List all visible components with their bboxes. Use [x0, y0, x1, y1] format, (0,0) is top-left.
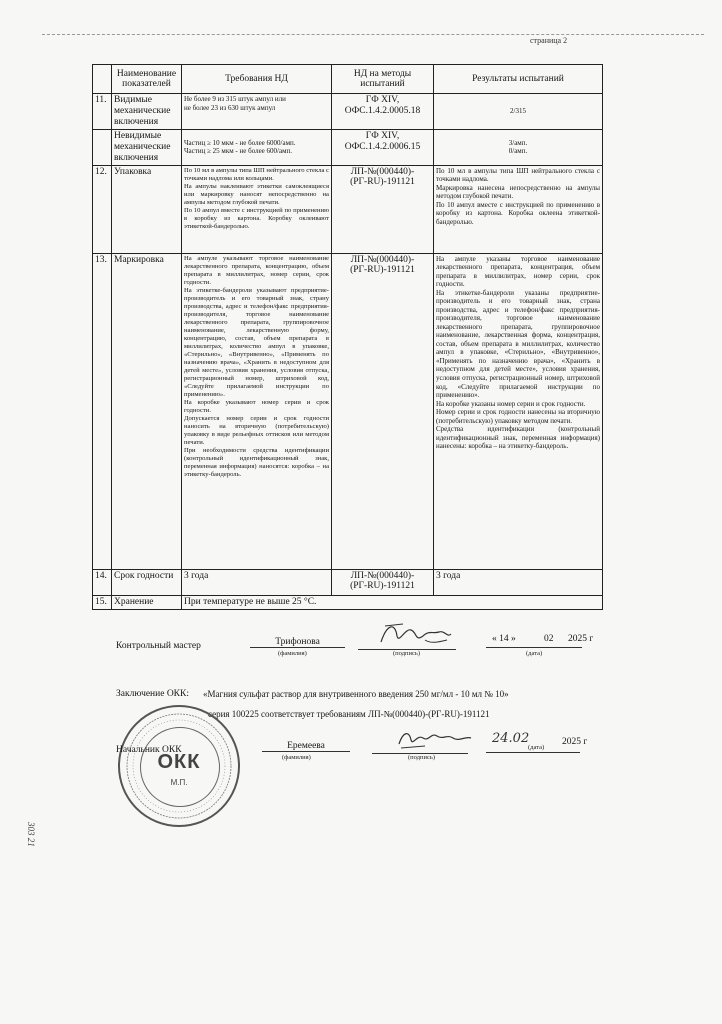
- row-name: Хранение: [112, 595, 182, 609]
- chief-date-caption: (дата): [528, 744, 545, 751]
- row-name: Упаковка: [112, 165, 182, 253]
- table-header-row: [93, 65, 603, 94]
- chief-name-caption: (фамилия): [282, 754, 311, 761]
- chief-date-year: 2025 г: [562, 737, 588, 747]
- row-name: Маркировка: [112, 253, 182, 569]
- row-requirements: Частиц ≥ 10 мкм - не более 6000/амп. Частиц ≥ 25 мкм - не более 600/амп.: [182, 129, 332, 165]
- row-method: ГФ XIV, ОФС.1.4.2.0005.18: [332, 94, 434, 130]
- row-num: [93, 129, 112, 165]
- row-num: 15.: [93, 595, 112, 609]
- okk-stamp: [118, 705, 240, 827]
- row-method: ЛП-№(000440)- (РГ-RU)-191121: [332, 253, 434, 569]
- chief-sign-caption: (подпись): [408, 754, 435, 761]
- page-top-line: [42, 34, 704, 35]
- row-num: 11.: [93, 94, 112, 130]
- control-date-month: 02: [544, 634, 554, 644]
- row-requirements: По 10 мл в ампулы типа ШП нейтрального стекла с точками надлома или кольцами. На ампулы наклеивают этикетки самоклеящиеся или маркировку наносят непосредственно на ампулы методом глубокой печати. По 10 ампул вместе с инструкцией по применению в коробку из картона. Коробку оклеивают этикеткой-бандеролью.: [182, 165, 332, 253]
- table-row: [93, 94, 603, 130]
- row-num: 12.: [93, 165, 112, 253]
- row-requirements: При температуре не выше 25 °С.: [182, 595, 603, 609]
- table-row: [93, 595, 603, 609]
- results-table: [92, 64, 603, 610]
- row-result: 3/амп. 0/амп.: [434, 129, 603, 165]
- table-row: [93, 129, 603, 165]
- chief-label: Начальник ОКК: [116, 745, 182, 755]
- header-num: [93, 65, 112, 94]
- row-result: 3 года: [434, 569, 603, 595]
- row-method: ГФ XIV, ОФС.1.4.2.0006.15: [332, 129, 434, 165]
- control-signature-image: [375, 618, 455, 652]
- chief-signature-image: [395, 724, 475, 754]
- row-result: На ампуле указаны торговое наименование лекарственного препарата, концентрация, объем препарата в миллилитрах, номер серии, срок годности. На этикетке-бандероли указаны предприятие-производитель и его товарный знак, страна производства, адрес и телефон/факс предприятия-производителя, торговое наименование лекарственного препарата, группировочное наименование, лекарственная форма, концентрация, состав, объем препарата в миллилитрах, количество ампул в упаковке, «Стерильно», «Внутривенно», «Применять по назначению врача», «Хранить в недоступном для детей месте», условия хранения, условия отпуска, регистрационный номер, штриховой код, «Следуйте прилагаемой инструкции по применению». На коробке указаны номер серии и срок годности. Номер серии и срок годности нанесены на вторичную (потребительскую) упаковку методом печати. Средства идентификации (контрольный идентификационный знак, переменная информация) нанесены: коробка – на этикетку-бандероль.: [434, 253, 603, 569]
- row-name: Видимые механические включения: [112, 94, 182, 130]
- control-sign-caption: (подпись): [393, 650, 420, 657]
- conclusion-label: Заключение ОКК:: [116, 689, 189, 699]
- table-row: [93, 253, 603, 569]
- row-num: 14.: [93, 569, 112, 595]
- control-date-year: 2025 г: [568, 634, 594, 644]
- control-master-label: Контрольный мастер: [116, 641, 201, 651]
- row-requirements: На ампуле указывают торговое наименование лекарственного препарата, концентрацию, объем препарата в миллилитрах, номер серии, срок годности. На этикетке-бандероли указывают предприятие-производитель и его товарный знак, страну производства, адрес и телефон/факс предприятия-производителя, торговое наименование лекарственного препарата, группировочное наименование, лекарственную форму, концентрацию, состав, объем препарата в миллилитрах, количество ампул в упаковке, «Стерильно», «Внутривенно», «Применять по назначению врача», «Хранить в недоступном для детей месте», условия хранения, условия отпуска, регистрационный номер, штриховой код, «Следуйте прилагаемой инструкции по применению». На коробке указывают номер серии и срок годности. Допускается номер серии и срок годности наносить на вторичную (потребительскую) упаковку в виде рельефных оттисков или методом печати. При необходимости средства идентификации (контрольный идентификационный знак, переменная информация) наносятся: коробка – на этикетку-бандероль.: [182, 253, 332, 569]
- header-requirements: Требования НД: [182, 65, 332, 94]
- stamp-okk-text: ОКК: [157, 751, 201, 773]
- row-result: 2/315: [434, 94, 603, 130]
- row-method: ЛП-№(000440)- (РГ-RU)-191121: [332, 165, 434, 253]
- header-methods: НД на методы испытаний: [332, 65, 434, 94]
- control-date-day: « 14 »: [492, 634, 516, 644]
- row-requirements: 3 года: [182, 569, 332, 595]
- chief-name: Еремеева: [262, 741, 350, 752]
- table-row: [93, 569, 603, 595]
- conclusion-line-1: «Магния сульфат раствор для внутривенного введения 250 мг/мл - 10 мл № 10»: [203, 689, 509, 699]
- table-row: [93, 165, 603, 253]
- row-name: Невидимые механические включения: [112, 129, 182, 165]
- row-result: По 10 мл в ампулы типа ШП нейтрального стекла с точками надлома. Маркировка нанесена непосредственно на ампулы методом глубокой печати. По 10 ампул вместе с инструкцией по применению в коробку из картона. Коробка оклеена этикеткой-бандеролью.: [434, 165, 603, 253]
- control-name-caption: (фамилия): [278, 650, 307, 657]
- chief-date-handwritten: 24.02: [492, 731, 530, 746]
- page-number: страница 2: [530, 36, 568, 45]
- stamp-mp-text: М.П.: [170, 778, 188, 787]
- row-requirements: Не более 9 из 315 штук ампул или не более 23 из 630 штук ампул: [182, 94, 332, 130]
- row-num: 13.: [93, 253, 112, 569]
- row-name: Срок годности: [112, 569, 182, 595]
- header-results: Результаты испытаний: [434, 65, 603, 94]
- control-date-caption: (дата): [526, 650, 543, 657]
- row-method: ЛП-№(000440)- (РГ-RU)-191121: [332, 569, 434, 595]
- header-name: Наименование показателей: [112, 65, 182, 94]
- margin-note: 303 21: [26, 822, 36, 847]
- control-master-name: Трифонова: [250, 637, 345, 648]
- control-date-line: [486, 635, 582, 648]
- conclusion-line-2: серия 100225 соответствует требованиям ЛП-№(000440)-(РГ-RU)-191121: [208, 709, 490, 719]
